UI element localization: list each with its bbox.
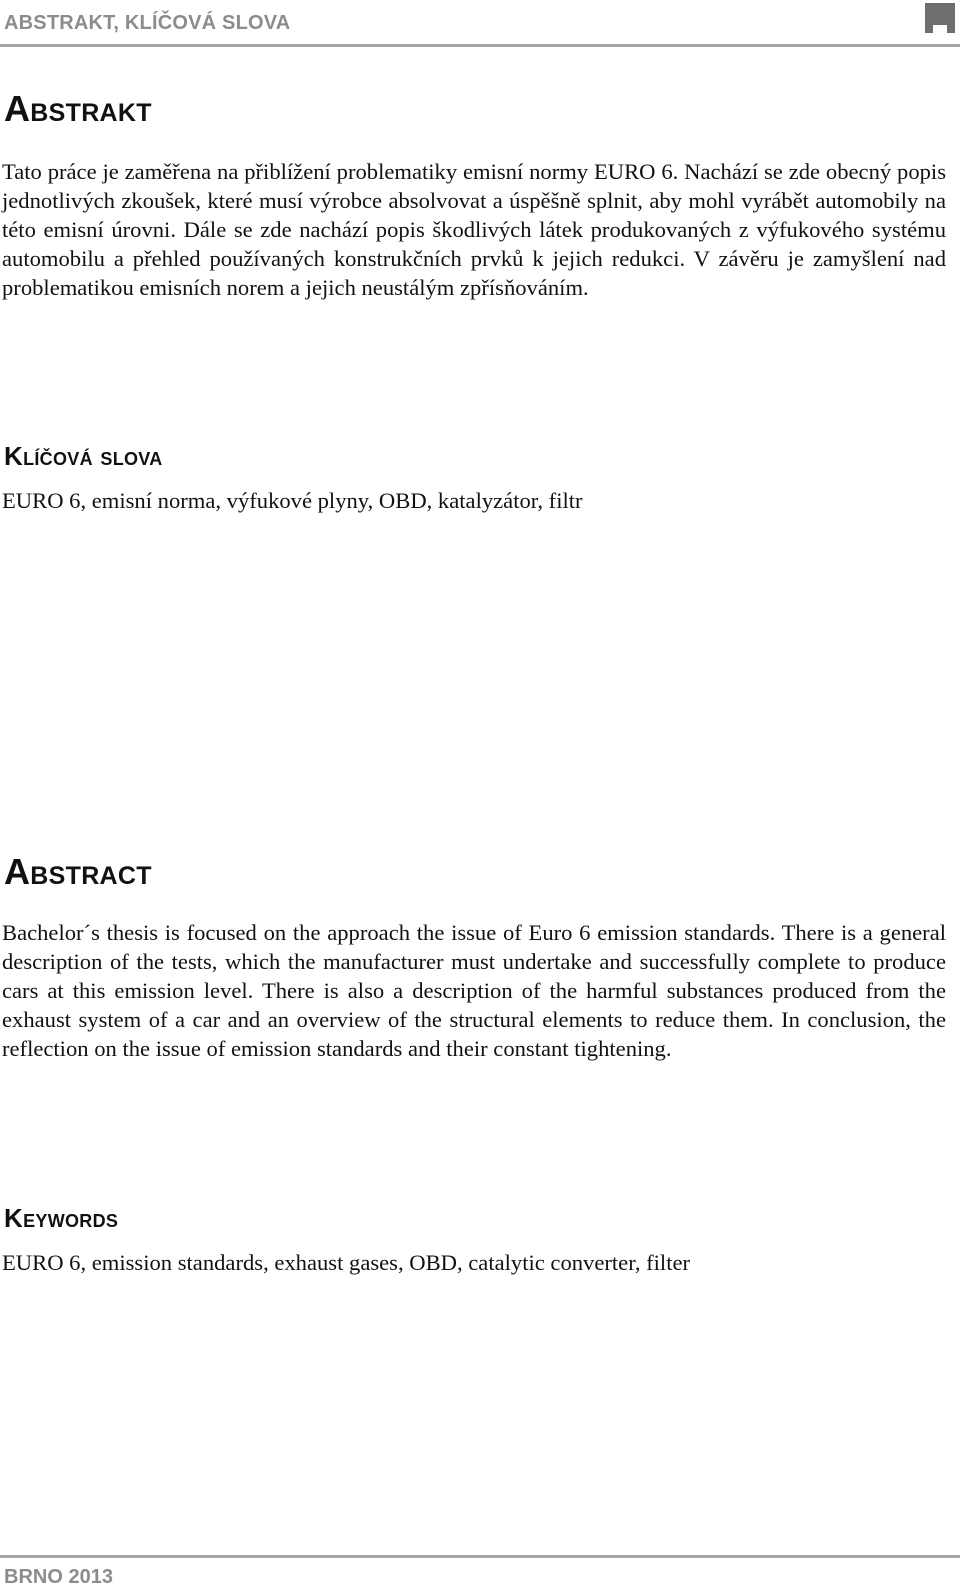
abstrakt-text: Tato práce je zaměřena na přiblížení problematiky emisní normy EURO 6. Nachází se zde obecný popis jednotlivých zkoušek, které musí výrobce absolvovat a úspěšně splnit, aby mohl vyrábět automobily na této emisní úrovni. Dále se zde nachází popis škodlivých látek produkovaných z výfukového systému automobilu a přehled používaných konstrukčních prvků k jejich redukci. V závěru je zamyšlení nad problematikou emisních norem a jejich neustálým zpřísňováním. [2, 159, 946, 300]
klicova-slova-heading: Klíčová slova [4, 441, 163, 471]
abstract-text: Bachelor´s thesis is focused on the approach the issue of Euro 6 emission standards. There is a general description of the tests, which the manufacturer must undertake and successfully complete to produce cars at this emission level. There is also a description of the harmful substances produced from the exhaust system of a car and an overview of the structural elements to reduce them. In conclusion, the reflection on the issue of emission standards and their constant tightening. [2, 920, 946, 1061]
keywords-heading: Keywords [4, 1203, 119, 1233]
klicova-slova-text: EURO 6, emisní norma, výfukové plyny, OBD, katalyzátor, filtr [2, 488, 583, 513]
footer-rule [0, 1555, 960, 1558]
faculty-logo-icon [925, 3, 955, 33]
header-rule [0, 44, 960, 47]
abstrakt-heading: Abstrakt [4, 88, 152, 129]
abstract-heading: Abstract [4, 851, 152, 892]
footer-text: BRNO 2013 [4, 1566, 113, 1588]
keywords-text: EURO 6, emission standards, exhaust gases, OBD, catalytic converter, filter [2, 1250, 691, 1275]
running-header: ABSTRAKT, KLÍČOVÁ SLOVA [4, 12, 291, 34]
